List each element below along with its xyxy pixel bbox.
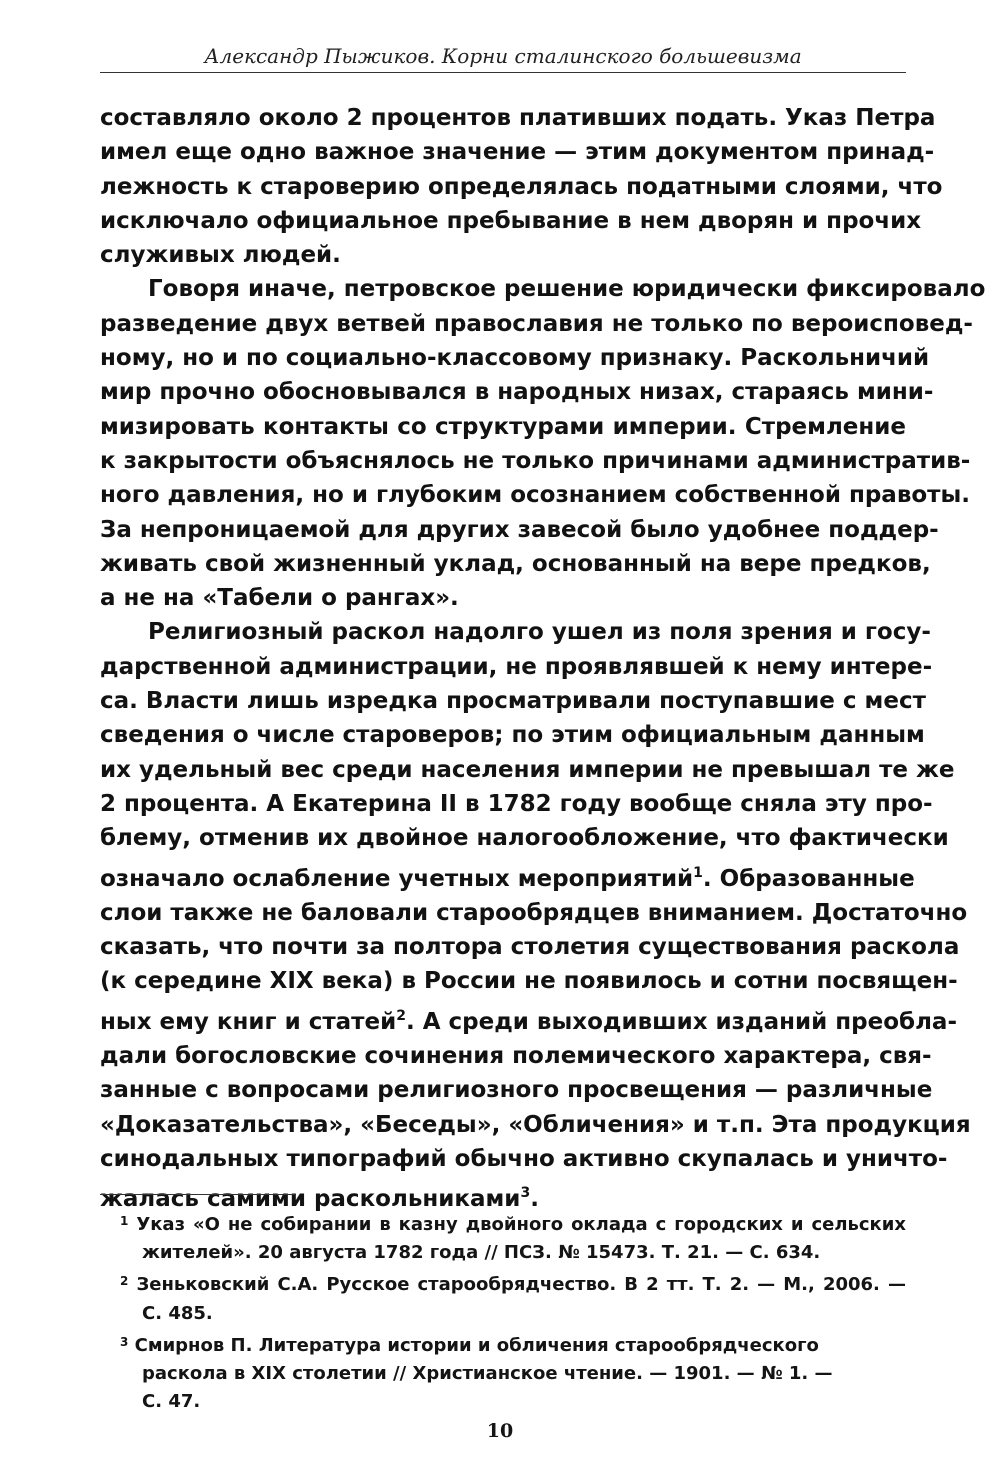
text-line: лежность к староверию определялась податными слоями, что	[100, 173, 943, 200]
footnote-number: 3	[120, 1334, 129, 1349]
text-line: их удельный вес среди населения империи не превышал те же	[100, 756, 955, 783]
header-rule	[100, 72, 906, 73]
main-text	[100, 101, 986, 1217]
text-line: живать свой жизненный уклад, основанный на вере предков,	[100, 550, 931, 577]
text-line: мир прочно обосновывался в народных низах, стараясь мини-	[100, 379, 934, 406]
footnote-text: Смирнов П. Литература истории и обличения старообрядческого	[134, 1334, 819, 1356]
text-line: имел еще одно важное значение — этим документом принад-	[100, 139, 935, 166]
text-line: 2 процента. А Екатерина II в 1782 году вообще сняла эту про-	[100, 790, 933, 817]
text-segment: ных ему книг и статей	[100, 1008, 397, 1035]
footnote-ref[interactable]: 1	[693, 864, 703, 881]
text-line: сказать, что почти за полтора столетия существования раскола	[100, 934, 960, 961]
text-line: а не на «Табели о рангах».	[100, 585, 459, 612]
footnote-line	[100, 1328, 906, 1360]
paragraph	[100, 615, 971, 1216]
text-line: дали богословские сочинения полемического характера, свя-	[100, 1043, 932, 1070]
footnote-text: Указ «О не собирании в казну двойного оклада с городских и сельских	[136, 1214, 906, 1235]
footnote-line: жителей». 20 августа 1782 года // ПСЗ. № 15473. Т. 21. — С. 634.	[142, 1242, 821, 1264]
running-head: Александр Пыжиков. Корни сталинского большевизма	[204, 44, 802, 68]
text-line: составляло около 2 процентов плативших подать. Указ Петра	[100, 105, 936, 131]
text-line: ному, но и по социально-классовому признаку. Раскольничий	[100, 345, 930, 372]
footnote-rule	[100, 1194, 296, 1195]
text-line: (к середине XIX века) в России не появилось и сотни посвящен-	[100, 968, 958, 995]
text-line	[100, 856, 915, 896]
footnote-ref[interactable]: 2	[396, 1007, 406, 1024]
text-line: дарственной администрации, не проявлявшей к нему интере-	[100, 653, 933, 680]
text-line: служивых людей.	[100, 242, 341, 269]
footnote-line: раскола в XIX столетии // Христианское чтение. — 1901. — № 1. —	[142, 1363, 833, 1385]
footnote-ref[interactable]: 3	[520, 1185, 531, 1202]
text-line: са. Власти лишь изредка просматривали поступавшие с мест	[100, 688, 926, 715]
text-line: блему, отменив их двойное налогообложение, что фактически	[100, 825, 949, 852]
footnote	[100, 1207, 906, 1267]
footnote-number: 1	[120, 1214, 129, 1228]
text-line: к закрытости объяснялось не только причинами административ-	[100, 447, 971, 474]
paragraph	[100, 272, 986, 615]
text-line: Религиозный раскол надолго ушел из поля зрения и госу-	[148, 619, 931, 646]
text-segment: жалась самими раскольниками	[100, 1186, 521, 1213]
paragraph	[100, 101, 943, 272]
text-line: исключало официальное пребывание в нем дворян и прочих	[100, 207, 922, 234]
text-line: Говоря иначе, петровское решение юридически фиксировало	[148, 276, 986, 303]
footnote-line: С. 47.	[142, 1391, 201, 1413]
text-line: синодальных типографий обычно активно скупалась и уничто-	[100, 1145, 948, 1172]
text-segment: .	[530, 1186, 539, 1213]
text-line: слои также не баловали старообрядцев вниманием. Достаточно	[100, 899, 968, 926]
footnote	[100, 1267, 906, 1327]
footnote	[100, 1328, 906, 1417]
footnote-line: С. 485.	[142, 1302, 213, 1324]
footnote-line	[100, 1267, 906, 1299]
text-line: сведения о числе староверов; по этим официальным данным	[100, 722, 925, 749]
text-line: За непроницаемой для других завесой было удобнее поддер-	[100, 516, 939, 543]
text-line: разведение двух ветвей православия не только по вероисповед-	[100, 310, 973, 337]
footnotes	[100, 1207, 906, 1416]
page-number: 10	[486, 1420, 514, 1442]
text-line: мизировать контакты со структурами империи. Стремление	[100, 413, 906, 440]
text-segment: . Образованные	[702, 865, 915, 892]
text-line: ного давления, но и глубоким осознанием собственной правоты.	[100, 482, 971, 509]
text-line: «Доказательства», «Беседы», «Обличения» и т.п. Эта продукция	[100, 1111, 971, 1138]
text-segment: . А среди выходивших изданий преобла-	[405, 1008, 957, 1035]
footnote-line	[100, 1207, 906, 1239]
footnote-text: Зеньковский С.А. Русское старообрядчество. В 2 тт. Т. 2. — М., 2006. —	[136, 1274, 906, 1296]
footnote-number: 2	[120, 1274, 129, 1289]
text-line	[100, 999, 957, 1039]
text-segment: означало ослабление учетных мероприятий	[100, 865, 694, 892]
text-line: занные с вопросами религиозного просвещения — различные	[100, 1077, 933, 1104]
